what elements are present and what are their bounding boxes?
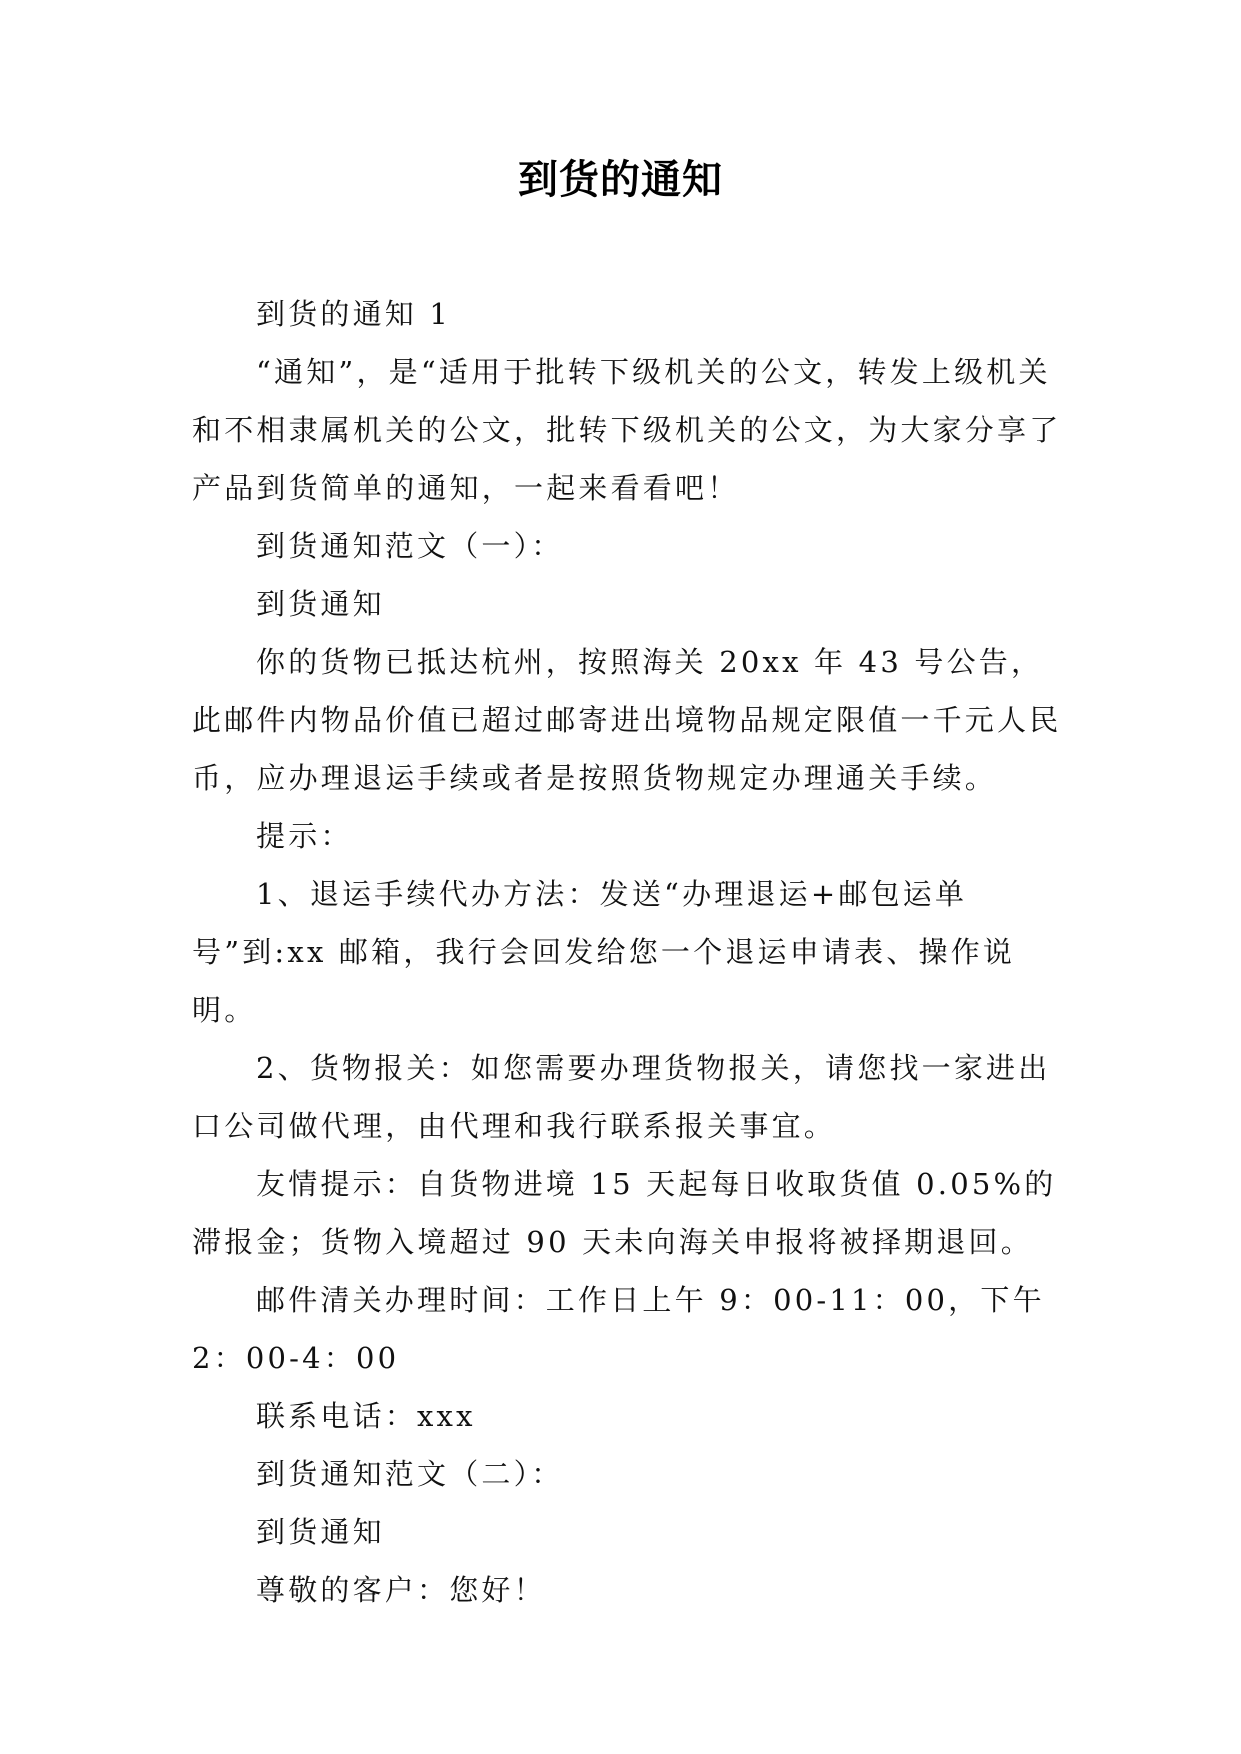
document-title: 到货的通知 xyxy=(518,157,723,203)
paragraph-sample-2-title: 到货通知 xyxy=(256,1515,385,1549)
paragraph-tip-1: 1、退运手续代办方法：发送“办理退运+邮包运单号”到:xx 邮箱，我行会回发给您一个退运申请表、操作说明。 xyxy=(192,877,1016,1027)
paragraph-arrival-body: 你的货物已抵达杭州，按照海关 20xx 年 43 号公告，此邮件内物品价值已超过邮寄进出境物品规定限值一千元人民币，应办理退运手续或者是按照货物规定办理通关手续。 xyxy=(192,645,1062,795)
paragraph-sample-1-heading: 到货通知范文（一）： xyxy=(256,529,564,563)
paragraph-sample-2-heading: 到货通知范文（二）： xyxy=(256,1457,564,1491)
paragraph-heading-notice-1: 到货的通知 1 xyxy=(256,297,452,331)
paragraph-intro: “通知”，是“适用于批转下级机关的公文，转发上级机关和不相隶属机关的公文，批转下级机关的公文，为大家分享了产品到货简单的通知，一起来看看吧！ xyxy=(192,355,1062,505)
paragraph-greeting: 尊敬的客户：您好！ xyxy=(256,1573,546,1607)
paragraph-sample-1-title: 到货通知 xyxy=(256,587,385,621)
paragraph-tip-2: 2、货物报关：如您需要办理货物报关，请您找一家进出口公司做代理，由代理和我行联系报关事宜。 xyxy=(192,1051,1051,1143)
paragraph-friendly-reminder: 友情提示：自货物进境 15 天起每日收取货值 0.05%的滞报金；货物入境超过 90 天未向海关申报将被择期退回。 xyxy=(192,1167,1057,1259)
paragraph-tips-label: 提示： xyxy=(256,819,353,853)
paragraph-contact-phone: 联系电话：xxx xyxy=(256,1399,476,1433)
paragraph-office-hours: 邮件清关办理时间：工作日上午 9：00-11：00，下午 2：00-4：00 xyxy=(192,1283,1045,1375)
document-body xyxy=(192,285,1062,1619)
